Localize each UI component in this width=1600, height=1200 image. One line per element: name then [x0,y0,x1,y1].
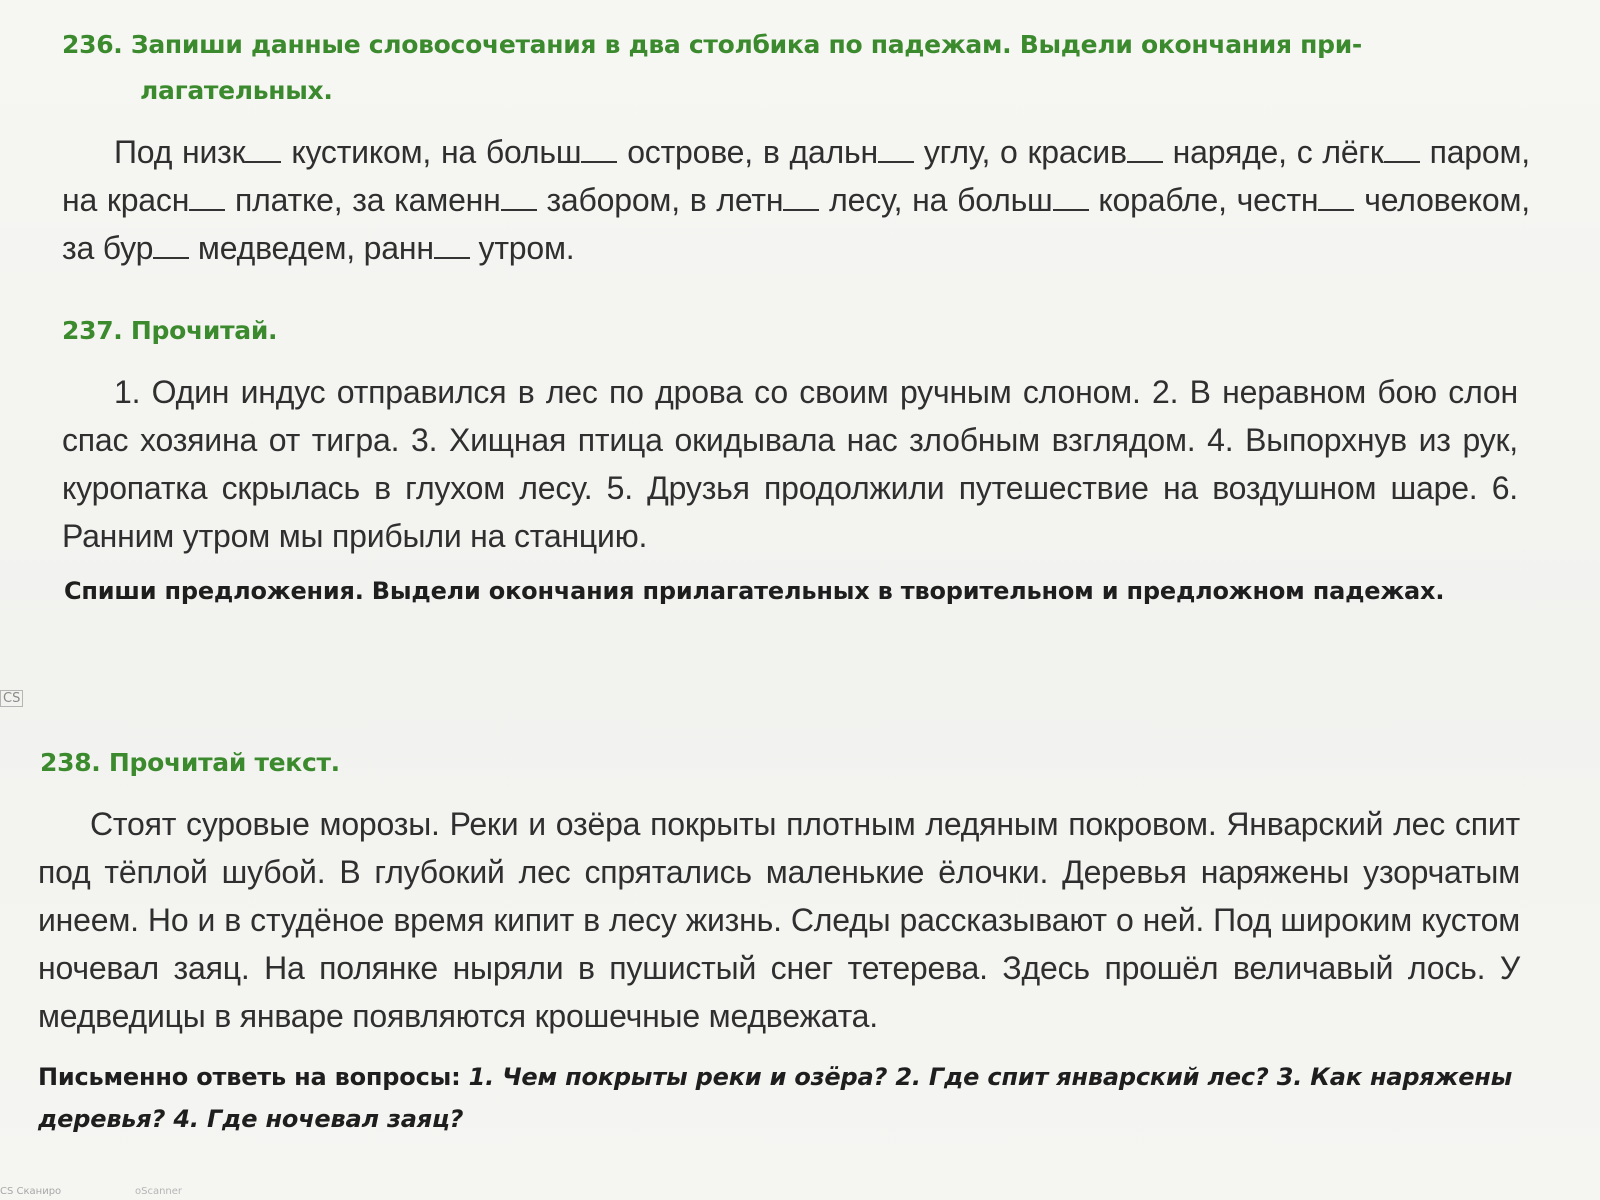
exercise-238-heading [0,740,1600,786]
ending-blank [783,207,819,211]
phrase-segment: платке, за каменн [225,182,501,218]
exercise-238-text [0,800,1520,1040]
scanner-footer-mark: CS Сканиро [0,1186,62,1197]
task-lead: Письменно ответь на вопросы: [38,1063,461,1091]
exercise-237-heading [0,308,1600,354]
exercise-238-title: Прочитай текст. [108,748,340,777]
exercise-236-title-line1: Запиши данные словосочетания в два столбика по падежам. Выдели окончания при- [130,30,1362,59]
scanner-watermark: CS [0,690,23,707]
exercise-237-sentences [0,368,1518,560]
exercise-236-phrases [0,128,1530,272]
ending-blank [434,255,470,259]
phrase-segment: забором, в летн [536,182,784,218]
text-paragraph: Стоят суровые морозы. Реки и озёра покрыты плотным ледяным покровом. Январский лес спит под тёплой шубой. В глубокий лес спрятались маленькие ёлочки. Деревья наряжены узорчатым инеем. Но и в студёное время кипит в лесу жизнь. Следы рассказывают о ней. Под широким кустом ночевал заяц. На полянке ныряли в пушистый снег тетерева. Здесь прошёл величавый лось. У медведицы в январе появляются крошечные медвежата. [38,806,1520,1034]
task-questions: 1. Чем покрыты реки и озёра? 2. Где спит январский лес? 3. Как наряжены деревья? 4. Где ночевал заяц? [38,1063,1513,1133]
exercise-number: 237. [62,316,123,345]
phrase-segment: лесу, на больш [819,182,1053,218]
ending-blank [1318,207,1354,211]
ending-blank [245,159,281,163]
phrase-segment: паром, на красн [62,134,1530,218]
phrase-segment: утром. [469,230,575,266]
exercise-238-task [0,1056,1530,1140]
exercise-237-task: Спиши предложения. Выдели окончания прилагательных в творительном и предложном падежах. [64,577,1445,605]
phrase-segment: кустиком, на больш [281,134,582,170]
sentences-paragraph: 1. Один индус отправился в лес по дрова со своим ручным слоном. 2. В неравном бою слон спас хозяина от тигра. 3. Хищная птица окидывала нас злобным взглядом. 4. Выпорхнув из рук, куропатка скрылась в глухом лесу. 5. Друзья продолжили путешествие на воздушном шаре. 6. Ранним утром мы прибыли на станцию. [62,374,1518,554]
exercise-number: 236. [62,30,123,59]
ending-blank [1053,207,1089,211]
ending-blank [153,255,189,259]
phrase-paragraph [62,128,1530,272]
exercise-238 [0,740,1600,1140]
exercise-number: 238. [40,748,101,777]
ending-blank [1384,159,1420,163]
ending-blank [1127,159,1163,163]
ending-blank [878,159,914,163]
phrase-segment: углу, о красив [913,134,1127,170]
exercise-236-title-line2: лагательных. [140,76,333,105]
phrase-segment: наряде, с лёгк [1162,134,1384,170]
exercise-237-title: Прочитай. [130,316,278,345]
ending-blank [501,207,537,211]
exercise-237 [0,308,1600,612]
scanner-footer-mark-2: oScanner [135,1186,183,1197]
phrase-segment: острове, в дальн [617,134,878,170]
phrase-segment: корабле, честн [1088,182,1319,218]
ending-blank [581,159,617,163]
exercise-236-heading [0,22,1530,114]
phrase-segment: медведем, ранн [189,230,434,266]
ending-blank [189,207,225,211]
exercise-236 [0,22,1600,272]
phrase-segment: Под низк [114,134,246,170]
phrase-segment: человеком, за бур [62,182,1530,266]
